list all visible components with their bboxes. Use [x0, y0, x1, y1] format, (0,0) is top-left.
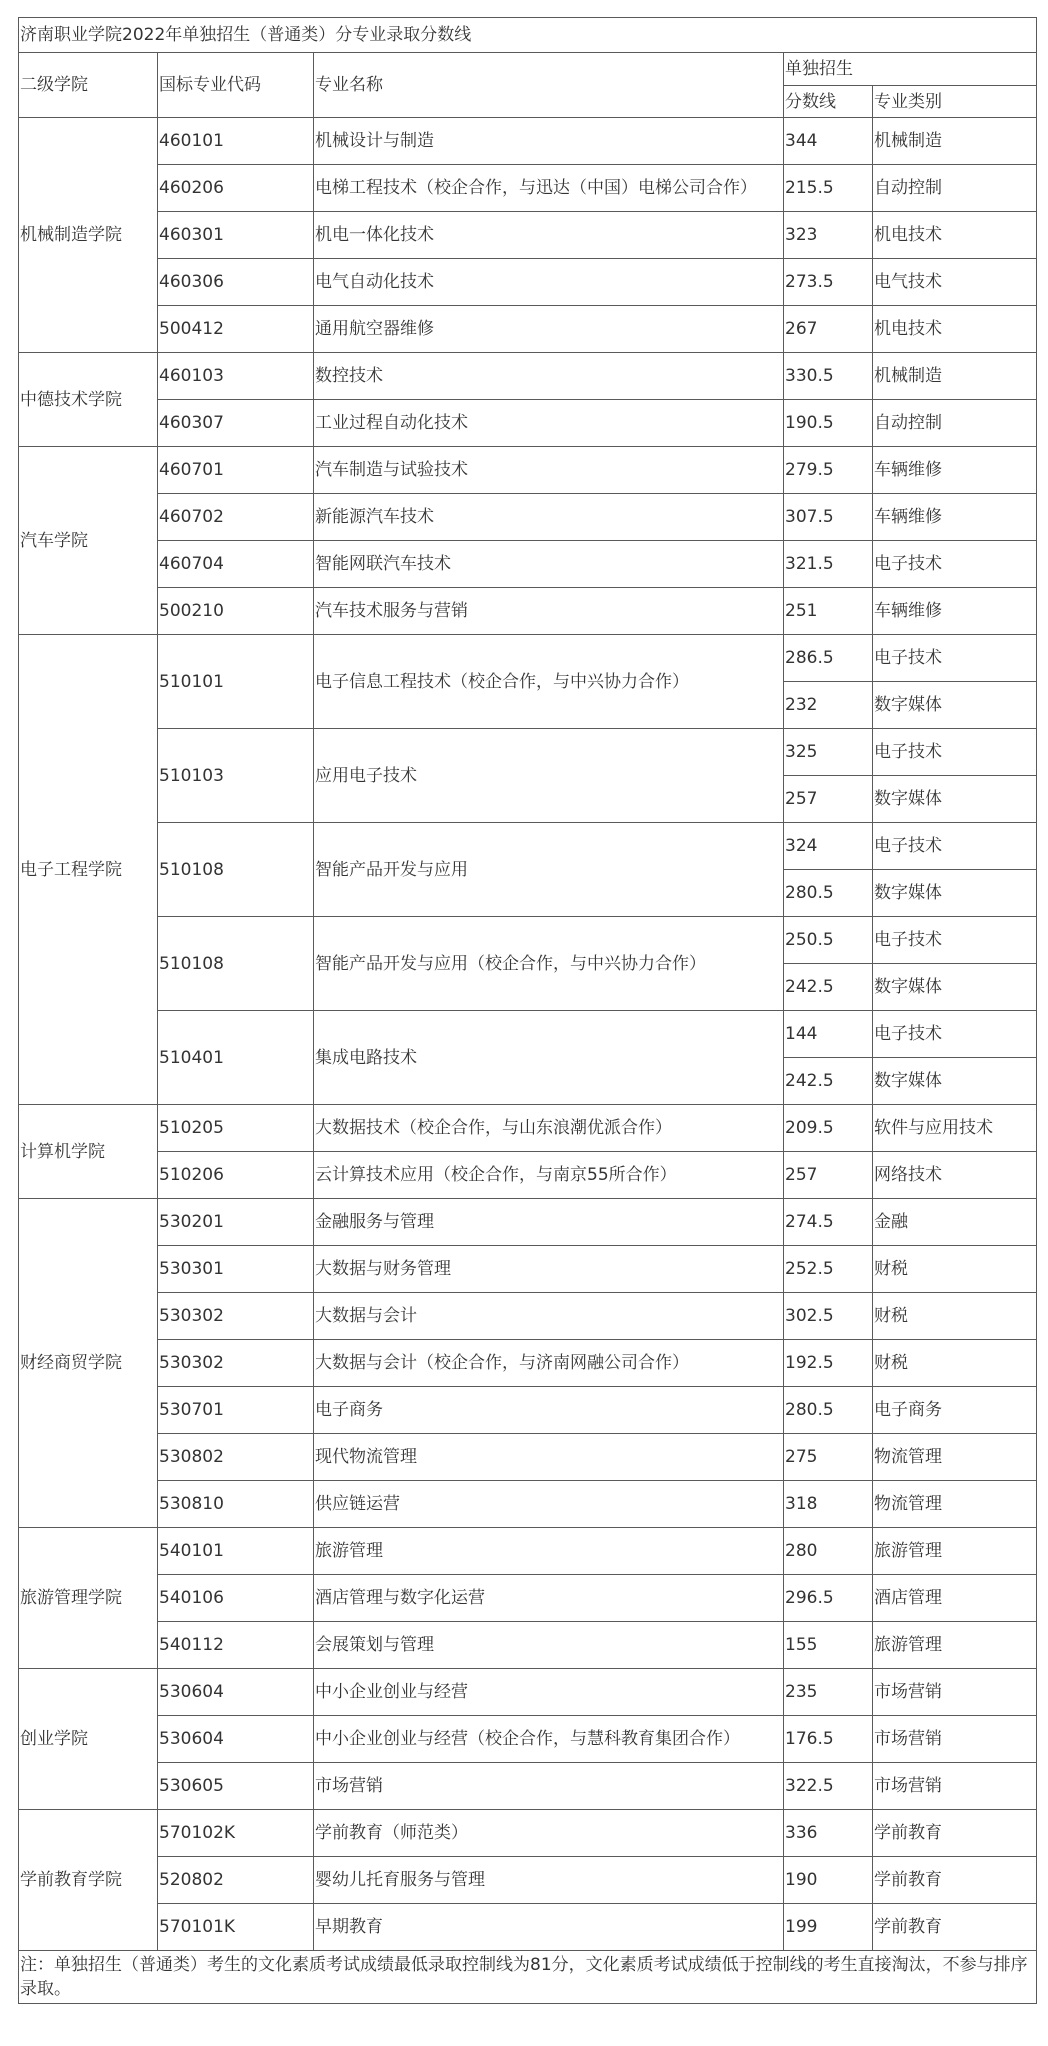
major-name: 云计算技术应用（校企合作，与南京55所合作） [314, 1152, 784, 1199]
major-category: 机械制造 [873, 353, 1037, 400]
major-name: 市场营销 [314, 1763, 784, 1810]
major-name: 通用航空器维修 [314, 306, 784, 353]
major-category: 市场营销 [873, 1763, 1037, 1810]
score-value: 251 [784, 588, 873, 635]
score-value: 323 [784, 212, 873, 259]
college-name: 计算机学院 [19, 1105, 158, 1199]
major-code: 510401 [158, 1011, 314, 1105]
major-code: 530301 [158, 1246, 314, 1293]
major-code: 540112 [158, 1622, 314, 1669]
score-value: 322.5 [784, 1763, 873, 1810]
score-value: 235 [784, 1669, 873, 1716]
table-row [19, 118, 1037, 165]
table-row [19, 494, 1037, 541]
table-row [19, 1481, 1037, 1528]
major-name: 早期教育 [314, 1904, 784, 1951]
major-category: 学前教育 [873, 1810, 1037, 1857]
score-value: 176.5 [784, 1716, 873, 1763]
table-row [19, 1857, 1037, 1904]
major-code: 530604 [158, 1716, 314, 1763]
major-name: 大数据与财务管理 [314, 1246, 784, 1293]
major-category: 软件与应用技术 [873, 1105, 1037, 1152]
major-code: 510108 [158, 917, 314, 1011]
major-category: 网络技术 [873, 1152, 1037, 1199]
major-category: 数字媒体 [873, 964, 1037, 1011]
table-row [19, 1810, 1037, 1857]
major-code: 530201 [158, 1199, 314, 1246]
major-name: 金融服务与管理 [314, 1199, 784, 1246]
score-value: 296.5 [784, 1575, 873, 1622]
header-major-code: 国标专业代码 [158, 53, 314, 118]
table-row [19, 1763, 1037, 1810]
major-name: 酒店管理与数字化运营 [314, 1575, 784, 1622]
table-row [19, 917, 1037, 964]
table-row [19, 259, 1037, 306]
college-name: 机械制造学院 [19, 118, 158, 353]
score-value: 192.5 [784, 1340, 873, 1387]
major-name: 汽车技术服务与营销 [314, 588, 784, 635]
major-name: 大数据与会计（校企合作，与济南网融公司合作） [314, 1340, 784, 1387]
major-category: 物流管理 [873, 1481, 1037, 1528]
table-row [19, 1105, 1037, 1152]
major-name: 智能产品开发与应用（校企合作，与中兴协力合作） [314, 917, 784, 1011]
major-name: 应用电子技术 [314, 729, 784, 823]
score-value: 199 [784, 1904, 873, 1951]
score-value: 209.5 [784, 1105, 873, 1152]
header-score: 分数线 [784, 86, 873, 118]
major-code: 530604 [158, 1669, 314, 1716]
major-code: 460206 [158, 165, 314, 212]
major-name: 大数据技术（校企合作，与山东浪潮优派合作） [314, 1105, 784, 1152]
score-value: 336 [784, 1810, 873, 1857]
major-code: 510103 [158, 729, 314, 823]
major-category: 车辆维修 [873, 494, 1037, 541]
college-name: 创业学院 [19, 1669, 158, 1810]
major-name: 婴幼儿托育服务与管理 [314, 1857, 784, 1904]
score-value: 215.5 [784, 165, 873, 212]
score-value: 307.5 [784, 494, 873, 541]
table-row [19, 1152, 1037, 1199]
admission-score-table [18, 17, 1037, 2004]
major-name: 智能产品开发与应用 [314, 823, 784, 917]
major-category: 数字媒体 [873, 870, 1037, 917]
score-value: 250.5 [784, 917, 873, 964]
major-name: 大数据与会计 [314, 1293, 784, 1340]
table-row [19, 635, 1037, 682]
major-code: 460704 [158, 541, 314, 588]
table-row [19, 729, 1037, 776]
major-category: 市场营销 [873, 1669, 1037, 1716]
score-value: 321.5 [784, 541, 873, 588]
major-code: 530810 [158, 1481, 314, 1528]
major-code: 530605 [158, 1763, 314, 1810]
score-value: 325 [784, 729, 873, 776]
college-name: 电子工程学院 [19, 635, 158, 1105]
major-category: 机电技术 [873, 212, 1037, 259]
major-code: 510108 [158, 823, 314, 917]
score-value: 279.5 [784, 447, 873, 494]
major-code: 460307 [158, 400, 314, 447]
major-code: 460702 [158, 494, 314, 541]
table-row [19, 1622, 1037, 1669]
score-value: 280.5 [784, 1387, 873, 1434]
major-category: 机械制造 [873, 118, 1037, 165]
score-value: 252.5 [784, 1246, 873, 1293]
table-row [19, 165, 1037, 212]
table-row [19, 541, 1037, 588]
major-category: 电子技术 [873, 1011, 1037, 1058]
major-category: 电子技术 [873, 729, 1037, 776]
score-value: 280.5 [784, 870, 873, 917]
major-name: 电梯工程技术（校企合作，与迅达（中国）电梯公司合作） [314, 165, 784, 212]
major-category: 旅游管理 [873, 1622, 1037, 1669]
major-code: 460101 [158, 118, 314, 165]
major-category: 金融 [873, 1199, 1037, 1246]
table-row [19, 1011, 1037, 1058]
major-category: 数字媒体 [873, 682, 1037, 729]
major-name: 现代物流管理 [314, 1434, 784, 1481]
table-row [19, 306, 1037, 353]
table-title: 济南职业学院2022年单独招生（普通类）分专业录取分数线 [19, 18, 1037, 53]
major-category: 财税 [873, 1293, 1037, 1340]
major-category: 电子技术 [873, 635, 1037, 682]
major-code: 460306 [158, 259, 314, 306]
major-code: 570101K [158, 1904, 314, 1951]
score-value: 232 [784, 682, 873, 729]
major-code: 500210 [158, 588, 314, 635]
major-code: 510205 [158, 1105, 314, 1152]
table-row [19, 1528, 1037, 1575]
score-value: 275 [784, 1434, 873, 1481]
table-row [19, 1293, 1037, 1340]
major-name: 电气自动化技术 [314, 259, 784, 306]
major-category: 旅游管理 [873, 1528, 1037, 1575]
major-name: 中小企业创业与经营 [314, 1669, 784, 1716]
score-value: 242.5 [784, 964, 873, 1011]
major-name: 供应链运营 [314, 1481, 784, 1528]
footnote: 注：单独招生（普通类）考生的文化素质考试成绩最低录取控制线为81分，文化素质考试成绩低于控制线的考生直接淘汰，不参与排序录取。 [19, 1951, 1037, 2004]
major-category: 机电技术 [873, 306, 1037, 353]
table-row [19, 353, 1037, 400]
college-name: 旅游管理学院 [19, 1528, 158, 1669]
major-category: 数字媒体 [873, 776, 1037, 823]
score-value: 190.5 [784, 400, 873, 447]
score-value: 267 [784, 306, 873, 353]
major-category: 自动控制 [873, 165, 1037, 212]
score-value: 273.5 [784, 259, 873, 306]
major-category: 电子技术 [873, 917, 1037, 964]
major-code: 530701 [158, 1387, 314, 1434]
college-name: 财经商贸学院 [19, 1199, 158, 1528]
major-code: 570102K [158, 1810, 314, 1857]
college-name: 汽车学院 [19, 447, 158, 635]
score-value: 257 [784, 1152, 873, 1199]
major-category: 电子技术 [873, 823, 1037, 870]
major-code: 510101 [158, 635, 314, 729]
header-college: 二级学院 [19, 53, 158, 118]
major-category: 自动控制 [873, 400, 1037, 447]
major-name: 学前教育（师范类） [314, 1810, 784, 1857]
table-row [19, 588, 1037, 635]
score-value: 155 [784, 1622, 873, 1669]
header-major-name: 专业名称 [314, 53, 784, 118]
score-value: 318 [784, 1481, 873, 1528]
table-row [19, 1434, 1037, 1481]
major-category: 学前教育 [873, 1857, 1037, 1904]
table-row [19, 212, 1037, 259]
major-code: 530302 [158, 1340, 314, 1387]
major-name: 机械设计与制造 [314, 118, 784, 165]
table-row [19, 1387, 1037, 1434]
table-row [19, 1246, 1037, 1293]
major-code: 510206 [158, 1152, 314, 1199]
major-category: 电气技术 [873, 259, 1037, 306]
college-name: 学前教育学院 [19, 1810, 158, 1951]
major-code: 530802 [158, 1434, 314, 1481]
major-name: 新能源汽车技术 [314, 494, 784, 541]
major-code: 540106 [158, 1575, 314, 1622]
major-code: 500412 [158, 306, 314, 353]
major-category: 市场营销 [873, 1716, 1037, 1763]
major-category: 电子技术 [873, 541, 1037, 588]
table-row [19, 823, 1037, 870]
score-value: 190 [784, 1857, 873, 1904]
note-row [19, 1951, 1037, 2004]
table-row [19, 447, 1037, 494]
score-value: 144 [784, 1011, 873, 1058]
major-code: 460301 [158, 212, 314, 259]
major-name: 汽车制造与试验技术 [314, 447, 784, 494]
table-row [19, 1716, 1037, 1763]
major-category: 财税 [873, 1246, 1037, 1293]
major-category: 车辆维修 [873, 447, 1037, 494]
major-name: 电子商务 [314, 1387, 784, 1434]
major-name: 中小企业创业与经营（校企合作，与慧科教育集团合作） [314, 1716, 784, 1763]
major-code: 460103 [158, 353, 314, 400]
major-category: 财税 [873, 1340, 1037, 1387]
score-value: 344 [784, 118, 873, 165]
major-name: 工业过程自动化技术 [314, 400, 784, 447]
major-category: 电子商务 [873, 1387, 1037, 1434]
score-value: 302.5 [784, 1293, 873, 1340]
major-code: 520802 [158, 1857, 314, 1904]
major-category: 数字媒体 [873, 1058, 1037, 1105]
score-value: 257 [784, 776, 873, 823]
table-row [19, 1669, 1037, 1716]
score-value: 280 [784, 1528, 873, 1575]
score-value: 286.5 [784, 635, 873, 682]
major-code: 530302 [158, 1293, 314, 1340]
major-name: 机电一体化技术 [314, 212, 784, 259]
major-name: 数控技术 [314, 353, 784, 400]
major-name: 智能网联汽车技术 [314, 541, 784, 588]
major-code: 460701 [158, 447, 314, 494]
score-value: 330.5 [784, 353, 873, 400]
major-category: 物流管理 [873, 1434, 1037, 1481]
score-value: 274.5 [784, 1199, 873, 1246]
major-code: 540101 [158, 1528, 314, 1575]
major-name: 会展策划与管理 [314, 1622, 784, 1669]
major-name: 电子信息工程技术（校企合作，与中兴协力合作） [314, 635, 784, 729]
table-row [19, 1340, 1037, 1387]
major-name: 集成电路技术 [314, 1011, 784, 1105]
college-name: 中德技术学院 [19, 353, 158, 447]
score-value: 324 [784, 823, 873, 870]
major-category: 车辆维修 [873, 588, 1037, 635]
table-row [19, 1904, 1037, 1951]
header-category: 专业类别 [873, 86, 1037, 118]
major-category: 学前教育 [873, 1904, 1037, 1951]
major-name: 旅游管理 [314, 1528, 784, 1575]
table-row [19, 400, 1037, 447]
score-value: 242.5 [784, 1058, 873, 1105]
major-category: 酒店管理 [873, 1575, 1037, 1622]
table-row [19, 1575, 1037, 1622]
table-row [19, 1199, 1037, 1246]
header-single-enrollment: 单独招生 [784, 53, 1037, 86]
